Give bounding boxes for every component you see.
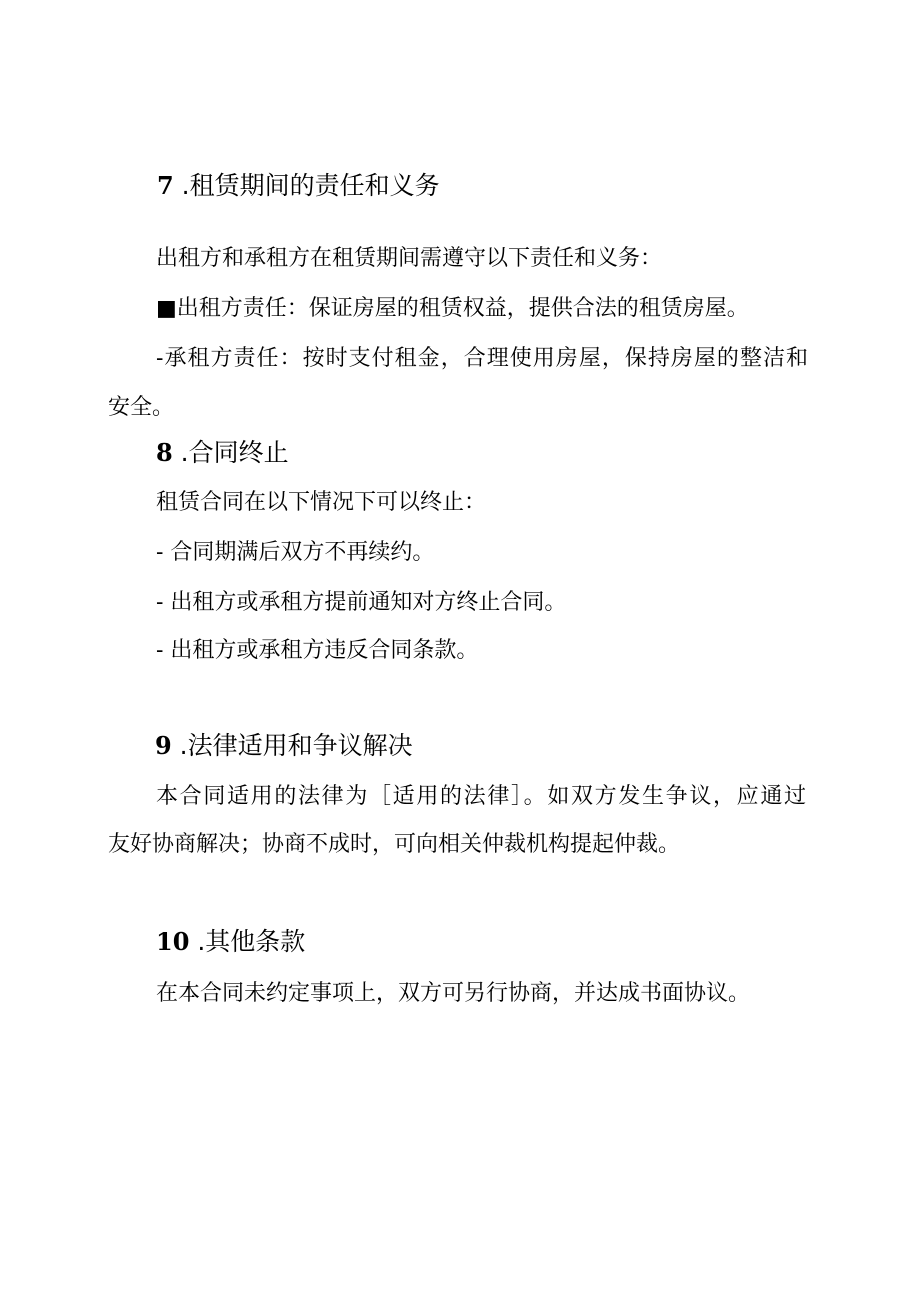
section-8-intro: 租赁合同在以下情况下可以终止： [156,490,487,515]
section-7-intro: 出租方和承租方在租赁期间需遵守以下责任和义务： [156,246,663,271]
section-9-body-line2: 友好协商解决；协商不成时，可向相关仲裁机构提起仲裁。 [108,832,681,857]
section-10-body: 在本合同未约定事项上，双方可另行协商，并达成书面协议。 [156,981,751,1006]
section-9-number: 9 [155,731,172,760]
section-7-bullet-lessee: -承租方责任：按时支付租金，合理使用房屋，保持房屋的整洁和 [156,346,808,371]
section-8-number: 8 [156,438,173,467]
section-8-title: .合同终止 [180,438,289,467]
section-9-body-line1: 本合同适用的法律为［适用的法律］。如双方发生争议，应通过 [156,784,806,809]
section-9-title: .法律适用和争议解决 [179,731,413,760]
section-10-title: .其他条款 [197,927,306,956]
section-10-heading [156,926,305,958]
section-7-bullet-lessee-cont: 安全。 [108,395,175,420]
section-10-number: 10 [156,927,190,956]
section-8-item: - 出租方或承租方违反合同条款。 [156,638,479,663]
section-7-heading [157,170,440,202]
section-8-heading [156,437,289,469]
section-7-title: .租赁期间的责任和义务 [181,171,440,200]
section-7-bullet-lessor: ■出租方责任：保证房屋的租赁权益，提供合法的租赁房屋。 [156,296,749,321]
section-8-item: - 出租方或承租方提前通知对方终止合同。 [156,590,567,615]
section-9-heading [155,730,413,762]
section-8-item: - 合同期满后双方不再续约。 [156,540,435,565]
section-7-number: 7 [157,171,174,200]
